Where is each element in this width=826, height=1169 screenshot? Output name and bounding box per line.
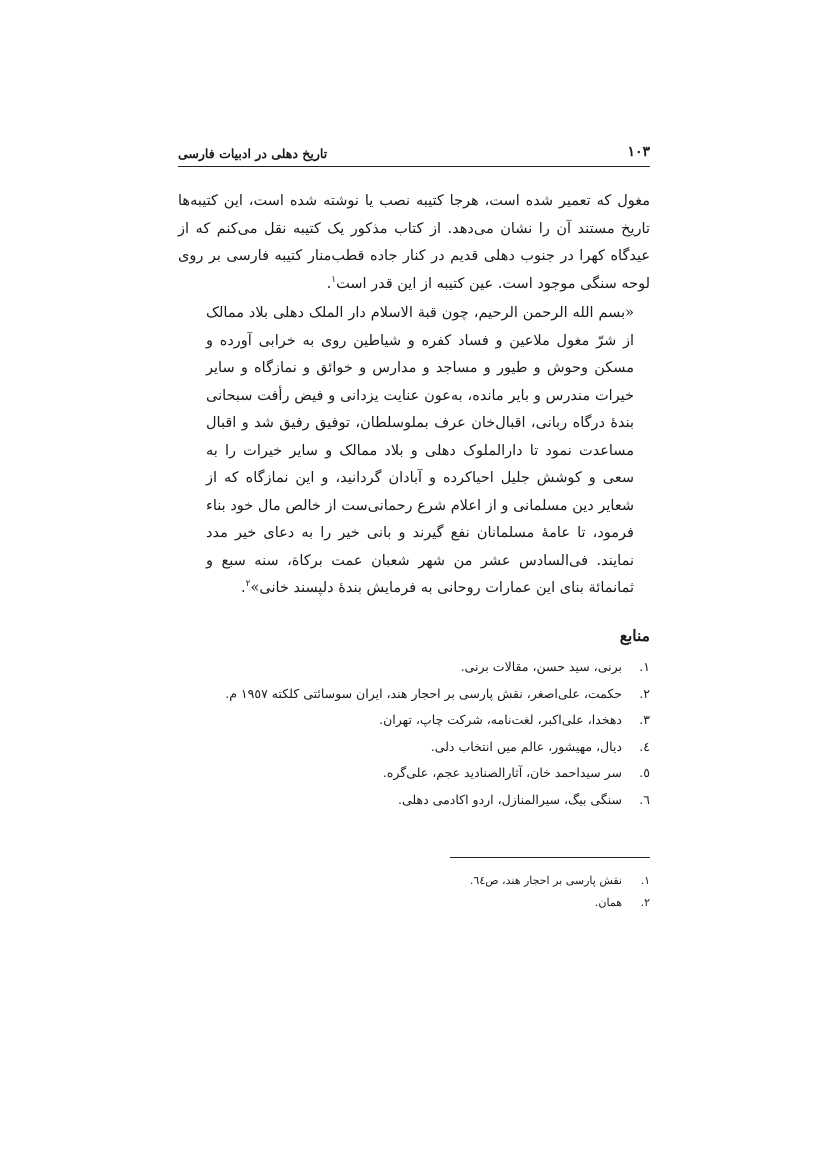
source-item xyxy=(178,760,650,787)
footnote-item xyxy=(178,892,650,914)
quote-close-mark: » xyxy=(250,580,260,596)
source-number: ٣. xyxy=(639,712,650,727)
source-item xyxy=(178,707,650,734)
book-title: تاریخ دهلی در ادبیات فارسی xyxy=(178,146,328,161)
source-number: ١. xyxy=(639,659,650,674)
footnote-text: همان. xyxy=(594,896,622,909)
inscription-quote: «بسم الله الرحمن الرحیم، چون قبة الاسلام دار الملک دهلی بلاد ممالک از شرّ مغول ملاعین و فساد کفره و شیاطین روی به خرابی آورده و مسکن وحوش و طیور و مساجد و مدارس و خوائق و نمازگاه و سایر خیرات مندرس و بایر مانده، به‌عون عنایت یزدانی و فیض رأفت سبحانی بندهٔ درگاه ربانی، اقبال‌خان عرف بملوسلطان، توفیق رفیق شد و اقبال مساعدت نمود تا دارالملوک دهلی و بلاد ممالک و سایر خیرات را به سعی و کوشش جلیل احیاکرده و آبادان گردانید، و این نمازگاه که از شعایر دین مسلمانی و از اعلام شرع رحمانی‌ست از خالص مال خود بناء فرمود، تا عامهٔ مسلمانان نفع گیرند و بانی خیر را به دعای خیر مدد نمایند. فی‌السادس عشر من شهر شعبان عمت برکاة، سنه سبع و ثمانمائة بنای این عمارات روحانی به فرمایش بندهٔ دلپسند خانی»$^٢$. xyxy=(206,305,634,596)
document-page xyxy=(178,0,650,1169)
source-text: سر سیداحمد خان، آثارالصنادید عجم، علی‌گره. xyxy=(382,765,622,780)
footnote-number: ١. xyxy=(640,874,650,887)
source-item xyxy=(178,734,650,761)
page-number: ١٠٣ xyxy=(627,144,650,160)
source-number: ٦. xyxy=(639,791,650,807)
running-head xyxy=(178,144,650,164)
inscription-quote-text: «بسم الله الرحمن الرحیم، چون قبة الاسلام دار الملک دهلی بلاد ممالک از شرّ مغول ملاعین و فساد کفره و شیاطین روی به خرابی آورده و مسکن وحوش و طیور و مساجد و مدارس و خوائق و نمازگاه و سایر خیرات مندرس و بایر مانده، به‌عون عنایت یزدانی و فیض رأفت سبحانی بندهٔ درگاه ربانی، اقبال‌خان عرف بملوسلطان، توفیق رفیق شد و اقبال مساعدت نمود تا دارالملوک دهلی و بلاد ممالک و سایر خیرات را به سعی و کوشش جلیل احیاکرده و آبادان گردانید، و این نمازگاه که از شعایر دین مسلمانی و از اعلام شرع رحمانی‌ست از خالص مال خود بناء فرمود، تا عامهٔ مسلمانان نفع گیرند و بانی خیر را به دعای خیر مدد نمایند. فی‌السادس عشر من شهر شعبان عمت برکاة، سنه سبع و ثمانمائة بنای این عمارات روحانی به فرمایش بندهٔ دلپسند خانی xyxy=(206,305,634,596)
source-item xyxy=(178,787,650,814)
sources-heading: منابع xyxy=(619,626,650,645)
body-paragraph: مغول که تعمیر شده است، هرجا کتیبه نصب یا نوشته شده است، این کتیبه‌ها تاریخ مستند آن را نشان می‌دهد. از کتاب مذکور یک کتیبه نقل می‌کنم که از عیدگاه کهرا در جنوب دهلی قدیم در کنار جاده قطب‌منار کتیبه فارسی بر روی لوحه سنگی موجود است. عین کتیبه از این قدر است$^١$. xyxy=(178,193,650,292)
header-divider xyxy=(178,166,650,167)
source-item xyxy=(178,681,650,708)
source-item xyxy=(178,654,650,681)
source-number: ٢. xyxy=(639,685,650,701)
source-number: ٤. xyxy=(639,738,650,754)
source-text: دیال، مهیشور، عالم میں انتخاب دلی. xyxy=(430,738,622,754)
footnote-text: نقش پارسی بر احجار هند، ص٦٤. xyxy=(469,874,622,887)
sources-list xyxy=(178,654,650,813)
source-text: دهخدا، علی‌اکبر، لغت‌نامه، شرکت چاپ، تهران. xyxy=(379,712,622,727)
source-text: برنی، سید حسن، مقالات برنی. xyxy=(460,659,622,674)
source-text: سنگی بیگ، سیرالمنازل، اردو اکادمی دهلی. xyxy=(397,791,622,807)
footnote-item xyxy=(178,870,650,892)
footnote-divider xyxy=(450,857,650,858)
source-text: حکمت، علی‌اصغر، نقش پارسی بر احجار هند، ایران سوسائتی کلکته ١٩٥٧ م. xyxy=(225,685,622,701)
footnote-ref-1: ١ xyxy=(331,274,337,285)
footnotes-list xyxy=(178,870,650,914)
footnote-number: ٢. xyxy=(640,896,650,909)
source-number: ٥. xyxy=(639,765,650,780)
footnote-ref-2: ٢ xyxy=(245,579,251,590)
body-paragraph-text: مغول که تعمیر شده است، هرجا کتیبه نصب یا نوشته شده است، این کتیبه‌ها تاریخ مستند آن را نشان می‌دهد. از کتاب مذکور یک کتیبه نقل می‌کنم که از عیدگاه کهرا در جنوب دهلی قدیم در کنار جاده قطب‌منار کتیبه فارسی بر روی لوحه سنگی موجود است. عین کتیبه از این قدر است xyxy=(178,193,650,292)
